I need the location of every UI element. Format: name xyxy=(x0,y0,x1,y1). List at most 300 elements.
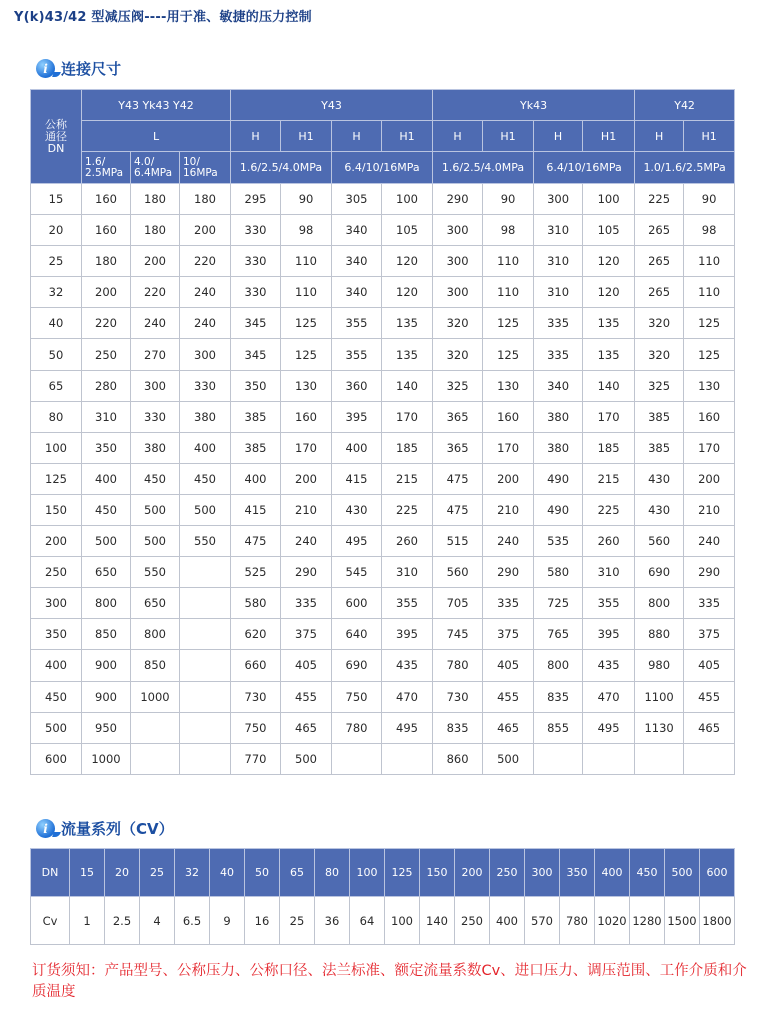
table-cell: 125 xyxy=(684,339,735,370)
table-cell: 300 xyxy=(433,246,483,277)
page-title: Y(k)43/42 型减压阀----用于准、敏捷的压力控制 xyxy=(14,10,312,25)
table-cell: 450 xyxy=(131,463,180,494)
table-cell: 835 xyxy=(534,681,583,712)
table-cell: 1100 xyxy=(635,681,684,712)
table-cell: 725 xyxy=(534,588,583,619)
table-cell: 750 xyxy=(231,712,281,743)
cv-value-cell: 1500 xyxy=(665,897,700,945)
table-cell: 250 xyxy=(82,339,131,370)
cv-dn-cell: 15 xyxy=(70,849,105,897)
table-row xyxy=(31,463,735,494)
table-cell: 345 xyxy=(231,308,281,339)
table-cell: 105 xyxy=(583,215,635,246)
table-cell: 100 xyxy=(583,184,635,215)
table-cell: 335 xyxy=(534,339,583,370)
table-cell: 400 xyxy=(332,432,382,463)
table-cell: 355 xyxy=(382,588,433,619)
h-pressure-header: 6.4/10/16MPa xyxy=(332,152,433,184)
table-cell xyxy=(180,681,231,712)
table-cell: 450 xyxy=(180,463,231,494)
dn-cell: 15 xyxy=(31,184,82,215)
table-cell: 495 xyxy=(332,526,382,557)
table-cell: 140 xyxy=(583,370,635,401)
table-cell: 745 xyxy=(433,619,483,650)
table-cell: 405 xyxy=(483,650,534,681)
table-cell: 265 xyxy=(635,277,684,308)
table-cell: 800 xyxy=(82,588,131,619)
table-cell: 800 xyxy=(534,650,583,681)
h-pressure-header: 1.6/2.5/4.0MPa xyxy=(231,152,332,184)
table-cell: 800 xyxy=(635,588,684,619)
dn-cell: 125 xyxy=(31,463,82,494)
table-cell: 170 xyxy=(382,401,433,432)
cv-value-cell: 780 xyxy=(560,897,595,945)
table-cell: 170 xyxy=(483,432,534,463)
table-cell: 705 xyxy=(433,588,483,619)
dn-cell: 250 xyxy=(31,557,82,588)
table-cell: 730 xyxy=(231,681,281,712)
table-cell: 350 xyxy=(231,370,281,401)
table-cell: 325 xyxy=(635,370,684,401)
table-cell: 98 xyxy=(483,215,534,246)
table-cell: 265 xyxy=(635,246,684,277)
table-cell: 140 xyxy=(382,370,433,401)
table-cell: 500 xyxy=(180,494,231,525)
dn-cell: 40 xyxy=(31,308,82,339)
table-cell: 280 xyxy=(82,370,131,401)
table-cell: 225 xyxy=(382,494,433,525)
table-cell: 365 xyxy=(433,401,483,432)
table-cell: 980 xyxy=(635,650,684,681)
table-cell: 430 xyxy=(635,494,684,525)
table-cell xyxy=(382,743,433,774)
cv-value-cell: 2.5 xyxy=(105,897,140,945)
l-pressure-header: 4.0/ 6.4MPa xyxy=(131,152,180,184)
table-cell: 375 xyxy=(281,619,332,650)
table-cell: 290 xyxy=(483,557,534,588)
table-cell: 690 xyxy=(332,650,382,681)
table-cell: 225 xyxy=(635,184,684,215)
table-cell: 160 xyxy=(684,401,735,432)
cv-dn-cell: 250 xyxy=(490,849,525,897)
table-cell: 335 xyxy=(684,588,735,619)
table-cell: 200 xyxy=(684,463,735,494)
table-cell xyxy=(332,743,382,774)
table-cell: 125 xyxy=(684,308,735,339)
table-cell: 465 xyxy=(483,712,534,743)
cv-dn-cell: 200 xyxy=(455,849,490,897)
table-cell: 455 xyxy=(684,681,735,712)
h-pressure-header: 6.4/10/16MPa xyxy=(534,152,635,184)
section-title-text: 连接尺寸 xyxy=(61,60,122,78)
table-row xyxy=(31,401,735,432)
table-cell: 450 xyxy=(82,494,131,525)
l-pressure-header: 10/ 16MPa xyxy=(180,152,231,184)
table-cell: 355 xyxy=(332,308,382,339)
table-cell: 335 xyxy=(534,308,583,339)
table-cell: 400 xyxy=(180,432,231,463)
table-cell: 580 xyxy=(534,557,583,588)
table-cell: 455 xyxy=(281,681,332,712)
h-header: H xyxy=(635,121,684,152)
table-row xyxy=(31,526,735,557)
table-row xyxy=(31,370,735,401)
table-cell: 465 xyxy=(281,712,332,743)
table-cell: 525 xyxy=(231,557,281,588)
table-cell: 120 xyxy=(382,246,433,277)
table-row xyxy=(31,557,735,588)
cv-dn-cell: 40 xyxy=(210,849,245,897)
table-cell: 310 xyxy=(534,277,583,308)
cv-value-cell: 64 xyxy=(350,897,385,945)
table-cell: 835 xyxy=(433,712,483,743)
table-cell: 375 xyxy=(483,619,534,650)
table-cell: 500 xyxy=(131,494,180,525)
table-cell: 310 xyxy=(534,215,583,246)
table-cell: 515 xyxy=(433,526,483,557)
table-cell: 135 xyxy=(583,308,635,339)
table-cell: 385 xyxy=(635,401,684,432)
table-cell: 300 xyxy=(131,370,180,401)
dn-cell: 500 xyxy=(31,712,82,743)
group-header: Y43 xyxy=(231,90,433,121)
table-cell: 380 xyxy=(180,401,231,432)
table-cell: 415 xyxy=(332,463,382,494)
table-cell: 110 xyxy=(684,277,735,308)
table-cell: 200 xyxy=(82,277,131,308)
table-cell: 455 xyxy=(483,681,534,712)
table-row xyxy=(31,277,735,308)
table-cell: 730 xyxy=(433,681,483,712)
dn-cell: 20 xyxy=(31,215,82,246)
table-cell: 340 xyxy=(534,370,583,401)
table-cell: 180 xyxy=(82,246,131,277)
table-cell: 340 xyxy=(332,246,382,277)
l-header: L xyxy=(82,121,231,152)
table-cell: 325 xyxy=(433,370,483,401)
table-cell: 135 xyxy=(382,339,433,370)
table-cell: 320 xyxy=(635,308,684,339)
table-cell: 550 xyxy=(131,557,180,588)
table-row xyxy=(31,339,735,370)
table-cell: 240 xyxy=(281,526,332,557)
table-cell: 400 xyxy=(82,463,131,494)
table-cell: 100 xyxy=(382,184,433,215)
table-cell xyxy=(583,743,635,774)
dn-cell: 25 xyxy=(31,246,82,277)
table-cell: 950 xyxy=(82,712,131,743)
cv-dn-cell: 600 xyxy=(700,849,735,897)
dn-header xyxy=(31,90,82,184)
table-cell: 320 xyxy=(635,339,684,370)
table-cell: 300 xyxy=(534,184,583,215)
cv-dn-cell: 450 xyxy=(630,849,665,897)
cv-dn-cell: 50 xyxy=(245,849,280,897)
table-cell: 125 xyxy=(281,339,332,370)
table-cell: 320 xyxy=(433,308,483,339)
table-cell: 900 xyxy=(82,681,131,712)
table-cell: 320 xyxy=(433,339,483,370)
table-cell: 430 xyxy=(332,494,382,525)
table-cell: 90 xyxy=(684,184,735,215)
table-cell: 465 xyxy=(684,712,735,743)
table-cell: 780 xyxy=(332,712,382,743)
h-header: H xyxy=(433,121,483,152)
h-header: H xyxy=(534,121,583,152)
table-cell: 560 xyxy=(433,557,483,588)
table-row xyxy=(31,246,735,277)
cv-dn-cell: 350 xyxy=(560,849,595,897)
table-cell: 395 xyxy=(332,401,382,432)
cv-dn-label: DN xyxy=(31,849,70,897)
table-cell: 360 xyxy=(332,370,382,401)
h1-header: H1 xyxy=(583,121,635,152)
table-cell: 110 xyxy=(684,246,735,277)
cv-value-cell: 250 xyxy=(455,897,490,945)
cv-value-cell: 400 xyxy=(490,897,525,945)
table-cell: 385 xyxy=(231,432,281,463)
cv-value-cell: 4 xyxy=(140,897,175,945)
cv-value-cell: 6.5 xyxy=(175,897,210,945)
table-cell: 330 xyxy=(231,215,281,246)
dn-cell: 65 xyxy=(31,370,82,401)
table-cell: 640 xyxy=(332,619,382,650)
dn-cell: 80 xyxy=(31,401,82,432)
info-icon: i xyxy=(36,59,55,78)
table-cell: 240 xyxy=(483,526,534,557)
table-cell: 240 xyxy=(180,308,231,339)
table-row xyxy=(31,743,735,774)
dn-cell: 450 xyxy=(31,681,82,712)
cv-dn-cell: 20 xyxy=(105,849,140,897)
table-cell: 310 xyxy=(583,557,635,588)
table-cell: 650 xyxy=(131,588,180,619)
table-cell: 850 xyxy=(82,619,131,650)
table-cell: 120 xyxy=(583,277,635,308)
table-cell: 335 xyxy=(281,588,332,619)
table-cell: 125 xyxy=(483,339,534,370)
table-cell: 120 xyxy=(583,246,635,277)
table-cell: 90 xyxy=(281,184,332,215)
table-cell: 850 xyxy=(131,650,180,681)
table-cell: 475 xyxy=(433,463,483,494)
dn-cell: 50 xyxy=(31,339,82,370)
cv-dn-cell: 65 xyxy=(280,849,315,897)
table-cell: 545 xyxy=(332,557,382,588)
table-cell: 125 xyxy=(483,308,534,339)
table-cell xyxy=(684,743,735,774)
group-header: Yk43 xyxy=(433,90,635,121)
dn-header-label: 公称 通径 DN xyxy=(45,117,67,155)
table-cell: 495 xyxy=(382,712,433,743)
table-cell: 415 xyxy=(231,494,281,525)
table-cell: 800 xyxy=(131,619,180,650)
table-cell: 310 xyxy=(382,557,433,588)
cv-value-cell: 100 xyxy=(385,897,420,945)
table-cell: 200 xyxy=(281,463,332,494)
table-cell: 185 xyxy=(583,432,635,463)
dn-cell: 150 xyxy=(31,494,82,525)
table-cell: 435 xyxy=(382,650,433,681)
table-cell: 300 xyxy=(180,339,231,370)
section-title-cv xyxy=(36,818,174,839)
table-cell xyxy=(534,743,583,774)
table-cell: 560 xyxy=(635,526,684,557)
table-cell: 395 xyxy=(583,619,635,650)
group-header: Y43 Yk43 Y42 xyxy=(82,90,231,121)
table-row xyxy=(31,308,735,339)
table-cell: 770 xyxy=(231,743,281,774)
table-cell: 620 xyxy=(231,619,281,650)
cv-dn-cell: 150 xyxy=(420,849,455,897)
cv-value-cell: 570 xyxy=(525,897,560,945)
table-cell: 210 xyxy=(281,494,332,525)
h-header: H xyxy=(332,121,382,152)
table-row xyxy=(31,712,735,743)
table-cell xyxy=(180,650,231,681)
table-cell: 290 xyxy=(433,184,483,215)
table-cell: 105 xyxy=(382,215,433,246)
table-cell: 260 xyxy=(382,526,433,557)
table-cell xyxy=(131,743,180,774)
table-cell: 400 xyxy=(231,463,281,494)
table-cell xyxy=(180,588,231,619)
table-cell: 220 xyxy=(180,246,231,277)
table-cell: 330 xyxy=(231,246,281,277)
table-cell: 98 xyxy=(281,215,332,246)
table-cell: 490 xyxy=(534,494,583,525)
table-cell xyxy=(180,743,231,774)
table-cell: 215 xyxy=(382,463,433,494)
cv-table xyxy=(30,848,735,945)
table-cell: 750 xyxy=(332,681,382,712)
table-cell: 1000 xyxy=(82,743,131,774)
table-cell: 380 xyxy=(131,432,180,463)
table-cell: 240 xyxy=(684,526,735,557)
dimensions-table xyxy=(30,89,735,775)
table-cell xyxy=(180,557,231,588)
table-cell: 290 xyxy=(281,557,332,588)
table-cell: 225 xyxy=(583,494,635,525)
table-cell: 110 xyxy=(483,277,534,308)
table-cell: 385 xyxy=(231,401,281,432)
l-pressure-header: 1.6/ 2.5MPa xyxy=(82,152,131,184)
table-cell: 550 xyxy=(180,526,231,557)
table-cell: 350 xyxy=(82,432,131,463)
table-row xyxy=(31,215,735,246)
table-cell: 300 xyxy=(433,277,483,308)
table-cell: 210 xyxy=(483,494,534,525)
table-cell: 490 xyxy=(534,463,583,494)
table-cell: 290 xyxy=(684,557,735,588)
table-cell: 120 xyxy=(382,277,433,308)
table-cell: 470 xyxy=(382,681,433,712)
table-cell: 160 xyxy=(82,184,131,215)
table-cell: 405 xyxy=(281,650,332,681)
table-cell: 1130 xyxy=(635,712,684,743)
table-row xyxy=(31,494,735,525)
table-cell: 200 xyxy=(483,463,534,494)
table-cell xyxy=(180,712,231,743)
table-cell xyxy=(131,712,180,743)
table-cell: 355 xyxy=(332,339,382,370)
cv-dn-cell: 400 xyxy=(595,849,630,897)
table-cell: 210 xyxy=(684,494,735,525)
table-cell: 690 xyxy=(635,557,684,588)
dn-cell: 400 xyxy=(31,650,82,681)
table-cell: 500 xyxy=(281,743,332,774)
table-row xyxy=(31,681,735,712)
table-cell: 125 xyxy=(281,308,332,339)
table-cell: 240 xyxy=(180,277,231,308)
table-cell: 265 xyxy=(635,215,684,246)
group-header: Y42 xyxy=(635,90,735,121)
table-cell: 215 xyxy=(583,463,635,494)
cv-value-cell: 16 xyxy=(245,897,280,945)
table-cell: 330 xyxy=(231,277,281,308)
table-cell: 90 xyxy=(483,184,534,215)
cv-dn-cell: 100 xyxy=(350,849,385,897)
table-cell: 185 xyxy=(382,432,433,463)
h1-header: H1 xyxy=(281,121,332,152)
table-row xyxy=(31,588,735,619)
table-cell: 475 xyxy=(433,494,483,525)
table-cell: 385 xyxy=(635,432,684,463)
table-cell: 135 xyxy=(583,339,635,370)
table-cell: 300 xyxy=(433,215,483,246)
table-cell: 220 xyxy=(82,308,131,339)
table-cell: 660 xyxy=(231,650,281,681)
table-cell: 160 xyxy=(82,215,131,246)
section-title-dimensions xyxy=(36,58,121,79)
table-row xyxy=(31,619,735,650)
table-cell: 110 xyxy=(281,246,332,277)
table-cell: 305 xyxy=(332,184,382,215)
table-cell: 295 xyxy=(231,184,281,215)
table-cell: 135 xyxy=(382,308,433,339)
cv-value-cell: 1800 xyxy=(700,897,735,945)
table-cell: 130 xyxy=(281,370,332,401)
cv-dn-cell: 300 xyxy=(525,849,560,897)
cv-dn-cell: 500 xyxy=(665,849,700,897)
cv-dn-cell: 80 xyxy=(315,849,350,897)
table-cell: 160 xyxy=(281,401,332,432)
cv-value-cell: 1020 xyxy=(595,897,630,945)
table-cell: 240 xyxy=(131,308,180,339)
table-cell: 470 xyxy=(583,681,635,712)
h-pressure-header: 1.0/1.6/2.5MPa xyxy=(635,152,735,184)
table-cell: 650 xyxy=(82,557,131,588)
table-cell: 98 xyxy=(684,215,735,246)
cv-dn-cell: 25 xyxy=(140,849,175,897)
table-cell: 435 xyxy=(583,650,635,681)
table-cell: 600 xyxy=(332,588,382,619)
table-cell: 200 xyxy=(131,246,180,277)
dn-cell: 350 xyxy=(31,619,82,650)
h1-header: H1 xyxy=(483,121,534,152)
table-cell: 365 xyxy=(433,432,483,463)
dn-cell: 300 xyxy=(31,588,82,619)
table-cell: 160 xyxy=(483,401,534,432)
table-cell: 170 xyxy=(281,432,332,463)
cv-label: Cv xyxy=(31,897,70,945)
table-cell: 395 xyxy=(382,619,433,650)
table-row xyxy=(31,432,735,463)
table-cell: 220 xyxy=(131,277,180,308)
order-note: 订货须知：产品型号、公称压力、公称口径、法兰标准、额定流量系数Cv、进口压力、调压范围、工作介质和介质温度 xyxy=(32,963,747,1000)
table-cell: 330 xyxy=(131,401,180,432)
table-cell: 170 xyxy=(684,432,735,463)
